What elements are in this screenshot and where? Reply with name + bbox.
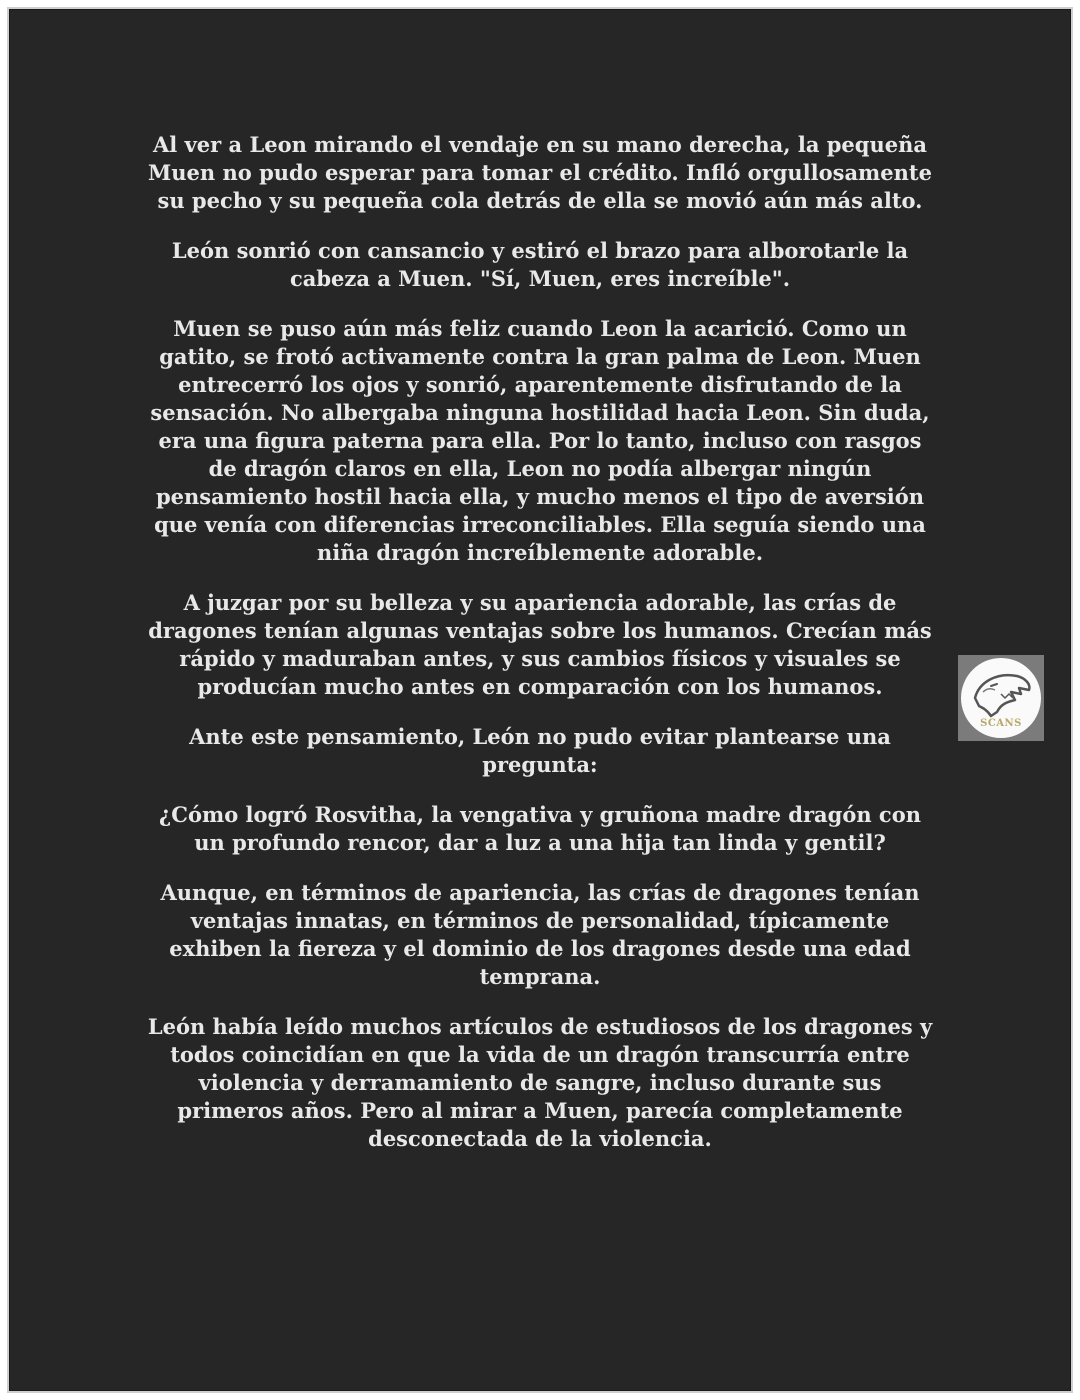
paragraph-8: León había leído muchos artículos de estudiosos de los dragones y todos coincidían en que la vida de un dragón transcurría entre violencia y derramamiento de sangre, incluso durante sus primeros años. Pero al mirar a Muen, parecía completamente desconectada de la violencia.	[147, 1014, 933, 1151]
scans-watermark	[958, 655, 1044, 741]
watermark-badge	[961, 658, 1041, 738]
paragraph-6: ¿Cómo logró Rosvitha, la vengativa y gruñona madre dragón con un profundo rencor, dar a luz a una hija tan linda y gentil?	[158, 802, 921, 855]
paragraph-4: A juzgar por su belleza y su apariencia adorable, las crías de dragones tenían algunas ventajas sobre los humanos. Crecían más rápido y maduraban antes, y sus cambios físicos y visuales se producían mucho antes en comparación con los humanos.	[148, 590, 932, 699]
paragraph-5: Ante este pensamiento, León no pudo evitar plantearse una pregunta:	[189, 724, 891, 777]
paragraph-2: León sonrió con cansancio y estiró el brazo para alborotarle la cabeza a Muen. "Sí, Muen, eres increíble".	[171, 238, 909, 291]
paragraph-3: Muen se puso aún más feliz cuando Leon la acarició. Como un gatito, se frotó activamente contra la gran palma de Leon. Muen entrecerró los ojos y sonrió, aparentemente disfrutando de la sensación. No albergaba ninguna hostilidad hacia Leon. Sin duda, era una figura paterna para ella. Por lo tanto, incluso con rasgos de dragón claros en ella, Leon no podía albergar ningún pensamiento hostil hacia ella, y mucho menos el tipo de aversión que venía con diferencias irreconciliables. Ella seguía siendo una niña dragón increíblemente adorable.	[150, 316, 930, 565]
watermark-text: SCANS	[980, 718, 1022, 729]
paragraph-1: Al ver a Leon mirando el vendaje en su mano derecha, la pequeña Muen no pudo esperar para tomar el crédito. Infló orgullosamente su pecho y su pequeña cola detrás de ella se movió aún más alto.	[148, 132, 932, 213]
paragraph-7: Aunque, en términos de apariencia, las crías de dragones tenían ventajas innatas, en términos de personalidad, típicamente exhiben la fiereza y el dominio de los dragones desde una edad temprana.	[160, 880, 920, 989]
story-text	[146, 131, 934, 1175]
